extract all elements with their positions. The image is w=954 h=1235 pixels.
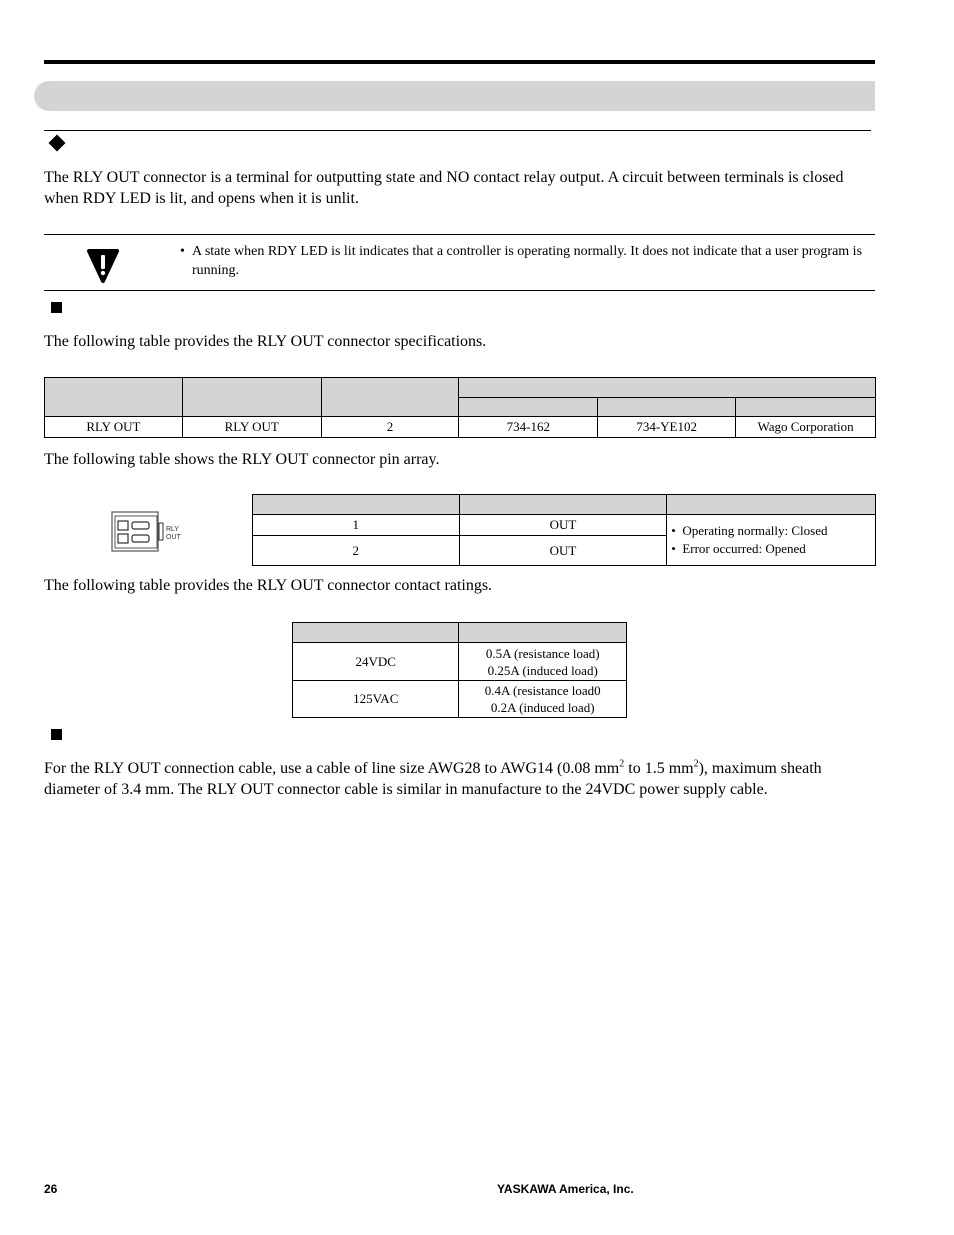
cable-paragraph: For the RLY OUT connection cable, use a cable of line size AWG28 to AWG14 (0.08 $mm^2$ to 1.5 $mm^2$), maximum sheath diameter of 3.4 mm. The RLY OUT connector cable is similar in manufacture to the 24VDC power supply cable. — [44, 758, 822, 798]
table-row — [45, 417, 876, 438]
pins-header-cell — [253, 495, 460, 515]
diagram-label-out: OUT — [166, 534, 181, 541]
pin-signal: OUT — [459, 515, 667, 536]
specs-header-cell — [459, 398, 598, 417]
rating-voltage: 24VDC — [293, 643, 459, 681]
pins-header-cell — [667, 495, 876, 515]
description-line: • Error occurred: Opened — [671, 541, 806, 556]
note-bottom-rule — [44, 290, 875, 291]
rating-line: 0.4A (resistance load0 — [484, 683, 601, 698]
specs-intro: The following table provides the RLY OUT connector specifications. — [44, 333, 487, 350]
specs-header-cell — [736, 398, 876, 417]
rating-line: 0.5A (resistance load) — [485, 645, 600, 661]
note-text — [180, 242, 880, 280]
rating-current — [459, 681, 627, 718]
rating-line: 0.2A (induced load) — [490, 700, 595, 715]
specs-cell: 734-YE102 — [598, 417, 736, 438]
description-line: • Operating normally: Closed — [671, 523, 828, 538]
specs-header-cell — [321, 378, 459, 417]
diamond-bullet-icon — [49, 135, 66, 152]
square-bullet-icon — [51, 729, 62, 740]
specs-table — [44, 377, 876, 438]
note-top-rule — [44, 234, 875, 235]
diagram-label-rly: RLY — [166, 526, 180, 533]
specs-cell: Wago Corporation — [736, 417, 876, 438]
subsection-rule — [44, 130, 871, 131]
top-rule — [44, 60, 875, 64]
page-number: 26 — [44, 1182, 58, 1196]
pins-intro: The following table shows the RLY OUT connector pin array. — [44, 451, 440, 468]
pins-header-cell — [459, 495, 667, 515]
note-bullet: • — [180, 244, 185, 259]
specs-cell: 734-162 — [459, 417, 598, 438]
square-bullet-icon — [51, 302, 62, 313]
connector-diagram — [111, 511, 191, 553]
specs-header-cell — [459, 378, 876, 398]
section-header-bar — [34, 81, 875, 111]
pin-number: 2 — [253, 536, 460, 566]
table-row — [293, 681, 627, 718]
specs-header-cell — [45, 378, 183, 417]
specs-cell: RLY OUT — [45, 417, 183, 438]
specs-header-cell — [182, 378, 321, 417]
contact-ratings-table — [292, 622, 627, 718]
intro-paragraph: The RLY OUT connector is a terminal for outputting state and NO contact relay output. A circuit between terminals is closed when RDY LED is lit, and opens when it is unlit. — [44, 169, 844, 207]
pin-array-table — [252, 494, 876, 566]
pin-number: 1 — [253, 515, 460, 536]
rating-current — [459, 643, 627, 681]
specs-cell: RLY OUT — [182, 417, 321, 438]
pin-signal: OUT — [459, 536, 667, 566]
specs-header-cell — [598, 398, 736, 417]
pin-description — [667, 515, 876, 566]
note-body: A state when RDY LED is lit indicates that a controller is operating normally. It does not indicate that a user program is running. — [192, 244, 863, 278]
rating-voltage: 125VAC — [293, 681, 459, 718]
ratings-header-cell — [293, 623, 459, 643]
specs-cell: 2 — [321, 417, 459, 438]
table-row — [293, 643, 627, 681]
footer-company: YASKAWA America, Inc. — [497, 1182, 634, 1196]
caution-icon — [86, 247, 120, 283]
ratings-intro: The following table provides the RLY OUT connector contact ratings. — [44, 577, 493, 594]
ratings-header-cell — [459, 623, 627, 643]
table-row — [253, 515, 876, 536]
rating-line: 0.25A (induced load) — [487, 662, 598, 678]
